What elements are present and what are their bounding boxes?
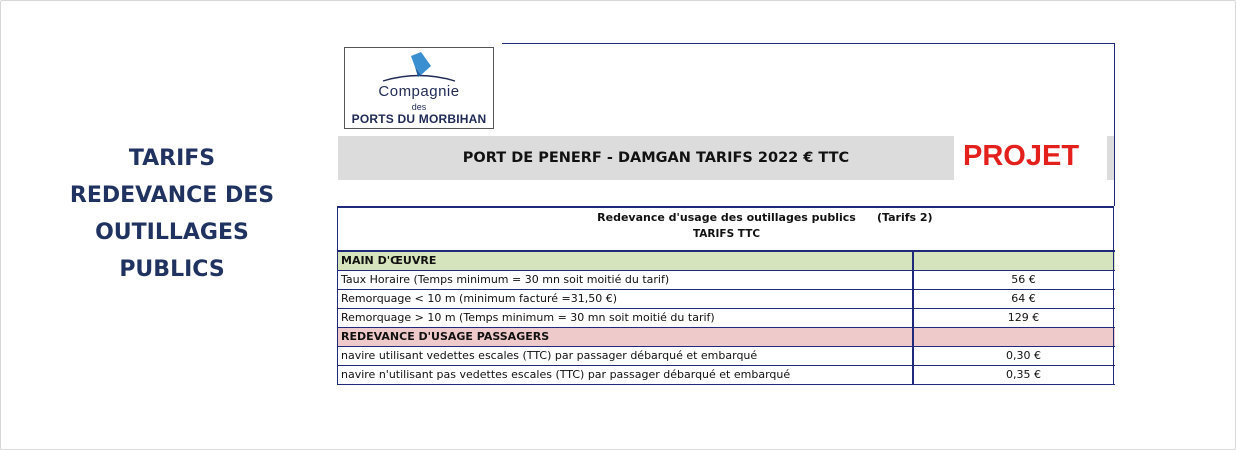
sheet-top-border [502, 43, 1114, 44]
table-row [338, 309, 1115, 328]
row-value: 0,35 € [1006, 368, 1041, 381]
row-label: navire utilisant vedettes escales (TTC) par passager débarqué et embarqué [338, 347, 913, 366]
table-row [338, 347, 1115, 366]
logo-line-1: Compagnie [378, 83, 460, 100]
row-label: Remorquage > 10 m (Temps minimum = 30 mn soit moitié du tarif) [338, 309, 913, 328]
row-label: navire n'utilisant pas vedettes escales (TTC) par passager débarqué et embarqué [338, 366, 913, 385]
sheet-right-border [1114, 43, 1115, 206]
tariff-table [338, 206, 1115, 385]
logo-line-2: des [411, 102, 427, 112]
table-row [338, 290, 1115, 309]
table-row [338, 271, 1115, 290]
heading-line-1: TARIFS [128, 146, 216, 171]
row-value: 56 € [1011, 273, 1036, 286]
row-value: 64 € [1011, 292, 1036, 305]
table-caption: Redevance d'usage des outillages publics [597, 211, 856, 224]
logo-line-3: PORTS DU MORBIHAN [351, 112, 487, 126]
table-caption-tag: (Tarifs 2) [877, 211, 933, 224]
heading-line-3: OUTILLAGES [95, 220, 249, 245]
table-caption-row [338, 206, 1115, 251]
section-title: REDEVANCE D'USAGE PASSAGERS [338, 328, 913, 347]
draft-stamp: PROJET [963, 140, 1080, 172]
header-band-edge [1107, 136, 1114, 180]
heading-line-2: REDEVANCE DES [69, 183, 275, 208]
company-logo [344, 47, 494, 129]
section-header-passengers [338, 328, 1115, 347]
row-value: 0,30 € [1006, 349, 1041, 362]
table-caption-sub: TARIFS TTC [692, 228, 761, 240]
tariff-title: PORT DE PENERF - DAMGAN TARIFS 2022 € TTC [462, 150, 850, 166]
row-value: 129 € [1007, 311, 1040, 324]
row-label: Remorquage < 10 m (minimum facturé =31,50 €) [338, 290, 913, 309]
table-row [338, 366, 1115, 385]
section-header-labour [338, 251, 1115, 271]
page-heading [52, 140, 292, 288]
sail-flag-icon [345, 48, 493, 88]
section-title: MAIN D'ŒUVRE [338, 251, 913, 271]
row-label: Taux Horaire (Temps minimum = 30 mn soit moitié du tarif) [338, 271, 913, 290]
heading-line-4: PUBLICS [119, 257, 225, 282]
